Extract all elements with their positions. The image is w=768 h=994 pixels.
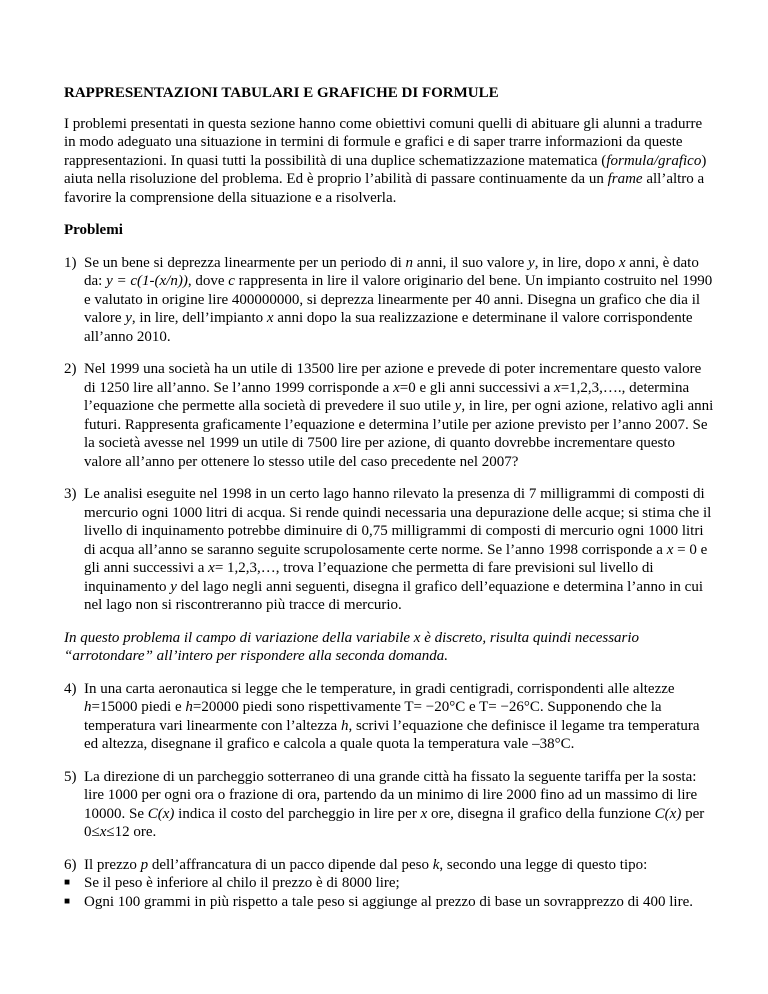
problem-number: 3)	[64, 486, 77, 502]
problem-5	[64, 768, 714, 842]
list-item	[64, 893, 714, 912]
bullet-text: Ogni 100 grammi in più rispetto a tale peso si aggiunge al prezzo di base un sovrapprezzo di 400 lire.	[84, 893, 694, 910]
document-page	[64, 84, 714, 911]
problem-text: Se un bene si deprezza linearmente per un periodo di n anni, il suo valore y, in lire, dopo x anni, è dato da: y = c(1-(x/n)), dove c rappresenta in lire il valore originario del bene. Un impianto costruito nel 1990 e valutato in origine lire 400000000, si deprezza linearmente per 40 anni. Disegna un grafico che dia il valore y, in lire, dell’impianto x anni dopo la sua realizzazione e determinane il valore corrispondente all’anno 2010.	[84, 254, 713, 345]
problem-text: La direzione di un parcheggio sotterraneo di una grande città ha fissato la seguente tariffa per la sosta: lire 1000 per ogni ora o frazione di ora, partendo da un minimo di lire 2000 fino ad un massimo di lire 10000. Se C(x) indica il costo del parcheggio in lire per x ore, disegna il grafico della funzione C(x) per 0≤x≤12 ore.	[84, 768, 705, 840]
section-heading: Problemi	[64, 222, 123, 238]
italic-note: In questo problema il campo di variazione della variabile x è discreto, risulta quindi necessario “arrotondare” all’intero per rispondere alla seconda domanda.	[64, 629, 640, 664]
problem-number: 1)	[64, 254, 77, 271]
bullet-text: Se il peso è inferiore al chilo il prezzo è di 8000 lire;	[84, 875, 400, 891]
document-title: RAPPRESENTAZIONI TABULARI E GRAFICHE DI FORMULE	[64, 85, 499, 101]
problem-text: Il prezzo p dell’affrancatura di un pacco dipende dal peso k, secondo una legge di questo tipo:	[84, 856, 648, 873]
list-item	[64, 874, 714, 893]
problem-text: Nel 1999 una società ha un utile di 13500 lire per azione e prevede di poter incrementare questo valore di 1250 lire all’anno. Se l’anno 1999 corrisponde a x=0 e gli anni successivi a x=1,2,3,…., determina l’equazione che permette alla società di prevedere il suo utile y, in lire, per ogni azione, relativo agli anni futuri. Rappresenta graficamente l’equazione e determina l’utile per azione previsto per l’anno 2007. Se la società avesse nel 1999 un utile di 7500 lire per azione, di quanto dovrebbe incrementare questo valore all’anno per ottenere lo stesso utile del caso precedente nel 2007?	[84, 361, 714, 470]
problem-number: 4)	[64, 680, 77, 697]
square-bullet-icon: ■	[64, 895, 71, 907]
problem-text: In una carta aeronautica si legge che le temperature, in gradi centigradi, corrispondenti alle altezze h=15000 piedi e h=20000 piedi sono rispettivamente T= −20°C e T= −26°C. Supponendo che la temperatura vari linearmente con l’altezza h, scrivi l’equazione che definisce il legame tra temperatura ed altezza, disegnane il grafico e calcola a quale quota la temperatura vale –38°C.	[84, 680, 700, 752]
problem-6	[64, 856, 714, 875]
problem-2	[64, 360, 714, 471]
problem-number: 2)	[64, 361, 77, 377]
problem-number: 6)	[64, 856, 77, 873]
square-bullet-icon: ■	[64, 877, 71, 888]
problem-number: 5)	[64, 768, 77, 785]
problem-3	[64, 485, 714, 615]
problem-4	[64, 680, 714, 754]
intro-paragraph: I problemi presentati in questa sezione hanno come obiettivi comuni quelli di abituare gli alunni a tradurre in modo adeguato una situazione in termini di formule e grafici e di saper trarre informazioni da queste rappresentazioni. In quasi tutti la possibilità di una duplice schematizzazione matematica (formula/grafico) aiuta nella risoluzione del problema. Ed è proprio l’abilità di passare continuamente da un frame all’altro a favorire la comprensione della situazione e a risolverla.	[64, 115, 707, 206]
problem-text: Le analisi eseguite nel 1998 in un certo lago hanno rilevato la presenza di 7 milligrammi di composti di mercurio ogni 1000 litri di acqua. Si rende quindi necessaria una depurazione delle acque; si stima che il livello di inquinamento potrebbe diminuire di 0,75 milligrammi di composti di mercurio ogni 1000 litri di acqua all’anno se saranno seguite scrupolosamente certe norme. Se l’anno 1998 corrisponde a x = 0 e gli anni successivi a x= 1,2,3,…, trova l’equazione che permetta di fare previsioni sul livello di inquinamento y del lago negli anni seguenti, disegna il grafico dell’equazione e determina l’anno in cui nel lago non si riscontreranno più tracce di mercurio.	[84, 486, 712, 613]
problem-1	[64, 254, 714, 347]
